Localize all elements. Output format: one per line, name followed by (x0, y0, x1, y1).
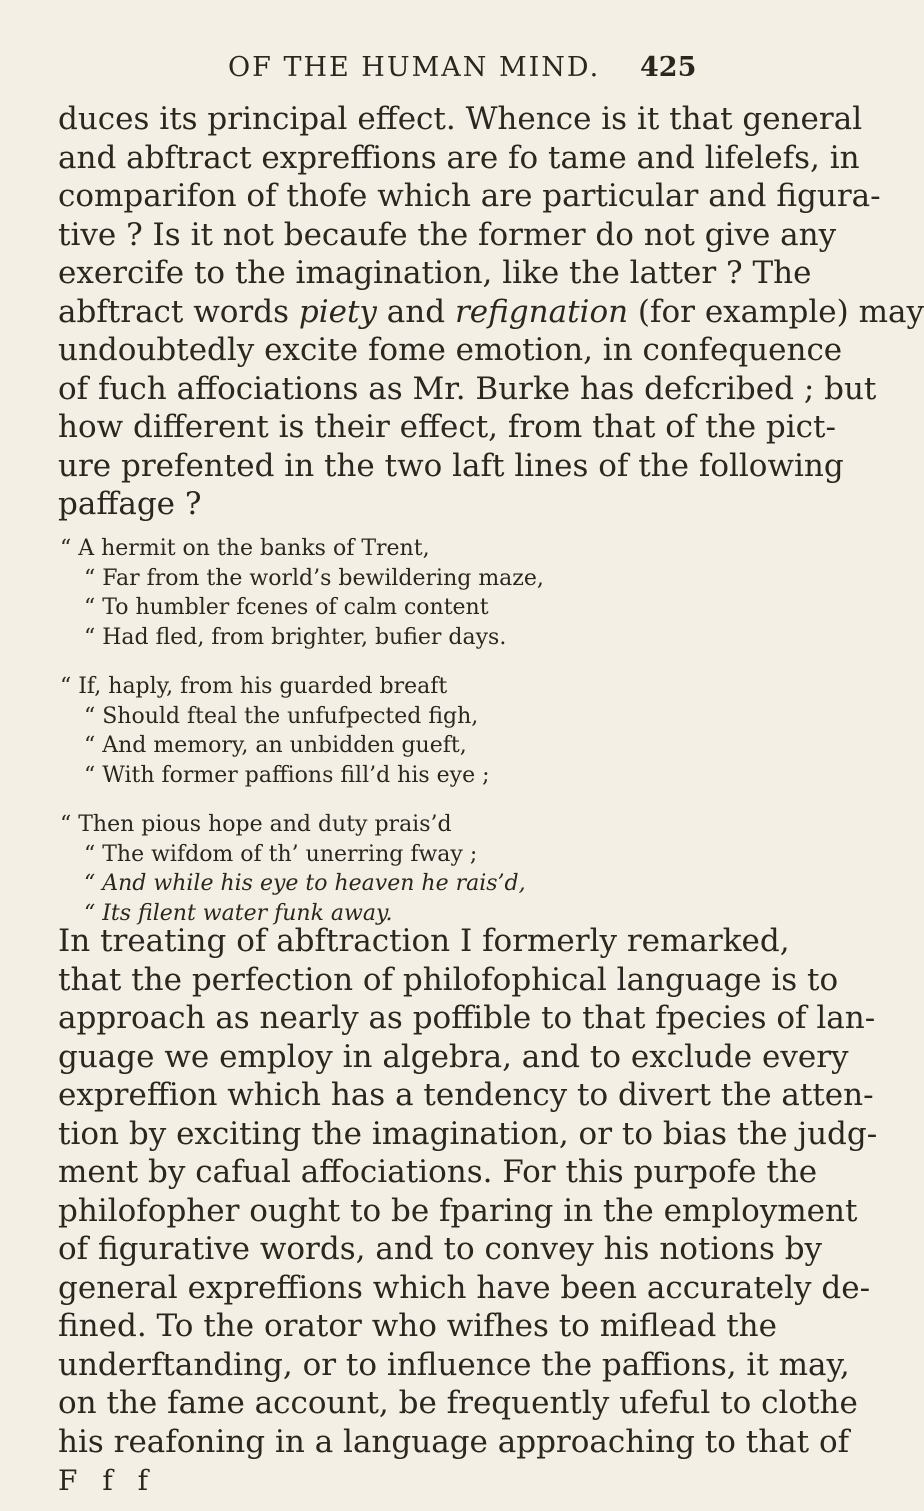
verse-line: “ The wifdom of th’ unerring fway ; (84, 841, 478, 867)
text-line: tion by exciting the imagination, or to bias the judg- (58, 1115, 878, 1152)
verse-line: “ Far from the world’s bewildering maze, (84, 565, 544, 591)
text-run: and (376, 293, 455, 330)
stanza (60, 672, 760, 790)
text-run: abftract words (58, 293, 299, 330)
text-line: ure prefented in the two laft lines of the following (58, 447, 844, 484)
text-line: of figurative words, and to convey his notions by (58, 1231, 823, 1267)
stanza (60, 534, 760, 652)
text-line: and abftract expreffions are fo tame and lifelefs, in (58, 139, 860, 176)
text-line: exercife to the imagination, like the latter ? The (58, 255, 812, 291)
verse-line: “ Then pious hope and duty prais’d (60, 812, 452, 837)
text-line: In treating of abftraction I formerly remarked, (58, 923, 790, 959)
poem (60, 534, 760, 948)
verse-line: “ Had fled, from brighter, bufier days. (84, 624, 507, 650)
text-line: on the fame account, be frequently ufeful to clothe (58, 1385, 858, 1421)
text-line: how different is their effect, from that of the pict- (58, 409, 836, 445)
stanza (60, 810, 760, 928)
verse-line: “ A hermit on the banks of Trent, (60, 536, 430, 561)
verse-line-italic: “ Its filent water funk away. (84, 900, 393, 926)
text-line: of fuch affociations as Mr. Burke has defcribed ; but (58, 370, 877, 407)
text-line: ment by cafual affociations. For this purpofe the (58, 1154, 818, 1190)
verse-line: “ And memory, an unbidden gueft, (84, 733, 467, 758)
paragraph-1 (58, 100, 924, 524)
paragraph-2 (58, 922, 878, 1461)
page-header (0, 52, 800, 92)
running-head: OF THE HUMAN MIND. (228, 52, 601, 83)
text-line: philofopher ought to be fparing in the employment (58, 1192, 858, 1229)
text-line: his reafoning in a language approaching to that of (58, 1423, 850, 1460)
italic-word-refignation: refignation (454, 293, 629, 330)
text-line: underftanding, or to influence the paffions, it may, (58, 1346, 850, 1383)
verse-line: “ To humbler fcenes of calm content (84, 595, 489, 620)
page-number: 425 (640, 52, 697, 83)
text-line: fined. To the orator who wifhes to miflead the (58, 1308, 777, 1344)
verse-line: “ Should fteal the unfufpected figh, (84, 703, 479, 729)
text-line: undoubtedly excite fome emotion, in confequence (58, 332, 843, 368)
text-line: general expreffions which have been accurately de- (58, 1269, 871, 1306)
text-run: (for example) may (628, 293, 924, 330)
text-line: paffage ? (58, 486, 202, 522)
text-line-italic (58, 293, 924, 332)
text-line: approach as nearly as poffible to that fpecies of lan- (58, 1000, 876, 1036)
text-line: duces its principal effect. Whence is it that general (58, 101, 863, 137)
text-line: tive ? Is it not becaufe the former do not give any (58, 216, 837, 253)
italic-word-piety: piety (298, 293, 377, 330)
verse-line: “ If, haply, from his guarded breaft (60, 674, 448, 699)
signature-mark: F f f (58, 1464, 156, 1497)
verse-line-italic: “ And while his eye to heaven he rais’d, (84, 871, 526, 896)
text-line: expreffion which has a tendency to divert the atten- (58, 1077, 874, 1113)
text-line: comparifon of thofe which are particular and figura- (58, 178, 881, 214)
text-line: guage we employ in algebra, and to exclude every (58, 1038, 849, 1075)
verse-line: “ With former paffions fill’d his eye ; (84, 762, 490, 788)
text-line: that the perfection of philofophical language is to (58, 961, 839, 998)
